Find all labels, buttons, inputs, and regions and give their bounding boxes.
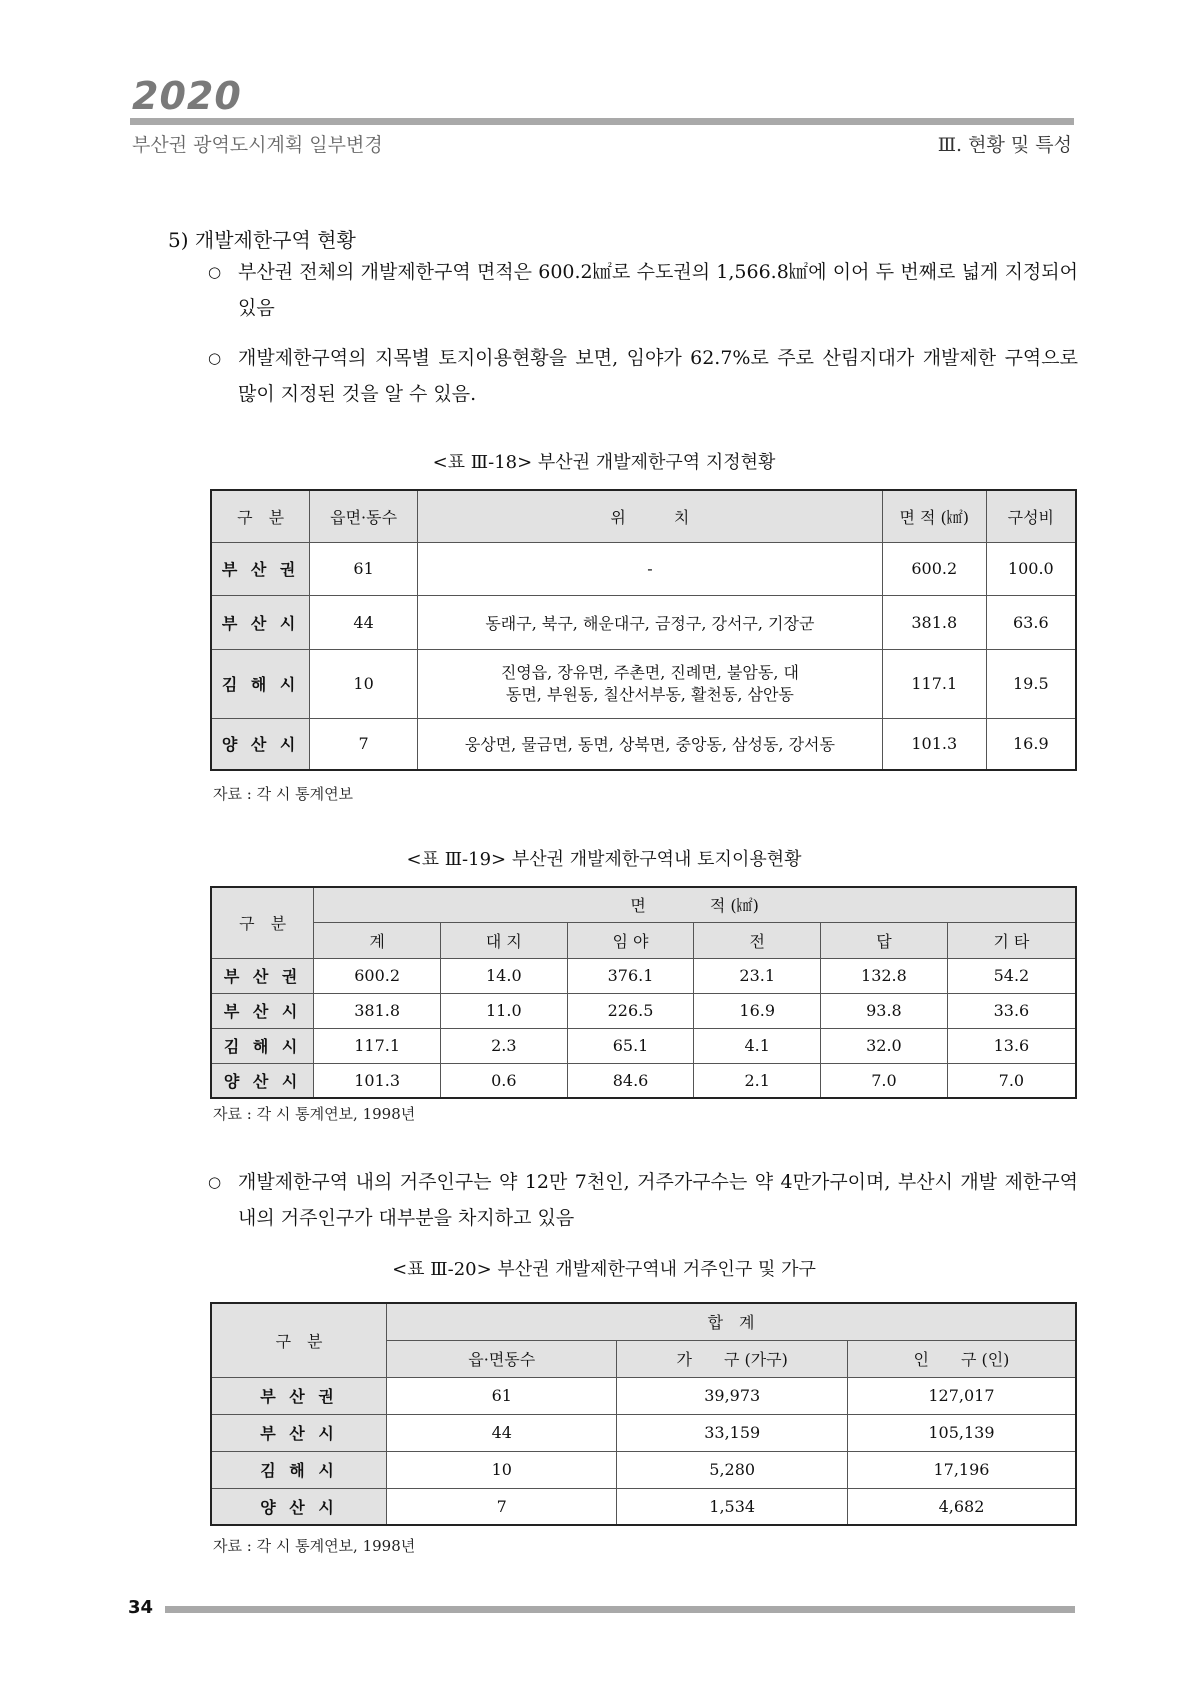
table-cell: 7 — [387, 1488, 617, 1525]
table-cell: 14.0 — [440, 958, 567, 993]
table-cell: 0.6 — [440, 1063, 567, 1098]
designation-table — [210, 489, 1077, 771]
table-cell: 4.1 — [694, 1028, 821, 1063]
row-header: 양 산 시 — [211, 1063, 314, 1098]
table-header-row — [211, 887, 1076, 922]
header-cell: 구성비 — [986, 490, 1076, 542]
table-cell: 웅상면, 물금면, 동면, 상북면, 중앙동, 삼성동, 강서동 — [417, 718, 882, 770]
table-row — [211, 1028, 1076, 1063]
table-cell: 동래구, 북구, 해운대구, 금정구, 강서구, 기장군 — [417, 595, 882, 649]
table-cell: 127,017 — [847, 1377, 1076, 1414]
header-rule — [130, 118, 1074, 125]
row-header: 김 해 시 — [211, 1028, 314, 1063]
table-cell: 132.8 — [821, 958, 948, 993]
table-cell: 1,534 — [617, 1488, 847, 1525]
table-cell: 117.1 — [882, 649, 986, 718]
subheader-cell: 계 — [314, 922, 441, 958]
table-cell: 381.8 — [314, 993, 441, 1028]
table-row — [211, 542, 1076, 595]
table-row — [211, 1451, 1076, 1488]
bullet-text: 개발제한구역 내의 거주인구는 약 12만 7천인, 거주가구수는 약 4만가구이며, 부산시 개발 제한구역 내의 거주인구가 대부분을 차지하고 있음 — [238, 1171, 1078, 1229]
table-cell: 600.2 — [314, 958, 441, 993]
row-header: 김 해 시 — [211, 1451, 387, 1488]
subheader-cell: 대 지 — [440, 922, 567, 958]
table-cell: 65.1 — [567, 1028, 694, 1063]
row-header: 부 산 시 — [211, 1414, 387, 1451]
row-header: 양 산 시 — [211, 1488, 387, 1525]
subheader-cell: 전 — [694, 922, 821, 958]
table-cell: 16.9 — [986, 718, 1076, 770]
table-cell: 진영읍, 장유면, 주촌면, 진례면, 불암동, 대동면, 부원동, 칠산서부동, 활천동, 삼안동 — [417, 649, 882, 718]
table-cell: 54.2 — [947, 958, 1076, 993]
section-title: 5) 개발제한구역 현황 — [168, 228, 356, 252]
bullet-paragraph — [208, 254, 1078, 326]
table-cell: 4,682 — [847, 1488, 1076, 1525]
table-cell: 33,159 — [617, 1414, 847, 1451]
row-header: 김 해 시 — [211, 649, 310, 718]
table-cell: 10 — [387, 1451, 617, 1488]
table-cell: 226.5 — [567, 993, 694, 1028]
bullet-mark: ○ — [208, 1173, 222, 1191]
table-cell: 7 — [310, 718, 418, 770]
table-cell: 61 — [310, 542, 418, 595]
footer-rule — [165, 1606, 1075, 1613]
header-cell: 면 적 (㎢) — [882, 490, 986, 542]
bullet-text: 부산권 전체의 개발제한구역 면적은 600.2㎢로 수도권의 1,566.8㎢에 이어 두 번째로 넓게 지정되어 있음 — [238, 261, 1078, 319]
table-row — [211, 993, 1076, 1028]
table-cell: 33.6 — [947, 993, 1076, 1028]
table-cell: 2.3 — [440, 1028, 567, 1063]
table-cell: 19.5 — [986, 649, 1076, 718]
table-row — [211, 595, 1076, 649]
table-row — [211, 958, 1076, 993]
bullet-mark: ○ — [208, 263, 222, 281]
table-cell: 17,196 — [847, 1451, 1076, 1488]
table-cell: 2.1 — [694, 1063, 821, 1098]
row-header: 부 산 권 — [211, 958, 314, 993]
subheader-cell: 기 타 — [947, 922, 1076, 958]
table-cell: 5,280 — [617, 1451, 847, 1488]
subheader-cell: 인 구 (인) — [847, 1340, 1076, 1377]
header-cell: 읍면·동수 — [310, 490, 418, 542]
table-caption: <표 Ⅲ-20> 부산권 개발제한구역내 거주인구 및 가구 — [392, 1259, 816, 1280]
table-caption: <표 Ⅲ-19> 부산권 개발제한구역내 토지이용현황 — [406, 849, 802, 870]
table-cell: 23.1 — [694, 958, 821, 993]
chapter-title: Ⅲ. 현황 및 특성 — [937, 134, 1072, 156]
table-header-row — [211, 490, 1076, 542]
table-source: 자료 : 각 시 통계연보, 1998년 — [213, 1537, 416, 1555]
population-table — [210, 1302, 1077, 1526]
table-row — [211, 649, 1076, 718]
table-row — [211, 1377, 1076, 1414]
row-header: 부 산 시 — [211, 595, 310, 649]
table-cell: 63.6 — [986, 595, 1076, 649]
table-cell: 93.8 — [821, 993, 948, 1028]
table-cell: 32.0 — [821, 1028, 948, 1063]
bullet-paragraph — [208, 1164, 1078, 1236]
table-source: 자료 : 각 시 통계연보 — [213, 785, 354, 803]
table-cell: 101.3 — [314, 1063, 441, 1098]
land-use-table — [210, 886, 1077, 1099]
row-header: 부 산 권 — [211, 542, 310, 595]
page-number: 34 — [128, 1597, 154, 1618]
table-caption: <표 Ⅲ-18> 부산권 개발제한구역 지정현황 — [432, 452, 776, 473]
header-group-cell: 면 적 (㎢) — [314, 887, 1076, 922]
subheader-cell: 가 구 (가구) — [617, 1340, 847, 1377]
table-cell: 600.2 — [882, 542, 986, 595]
row-header: 부 산 시 — [211, 993, 314, 1028]
table-cell: 16.9 — [694, 993, 821, 1028]
table-cell: 381.8 — [882, 595, 986, 649]
table-row — [211, 1063, 1076, 1098]
table-cell: 101.3 — [882, 718, 986, 770]
header-cell: 구 분 — [211, 1303, 387, 1377]
table-cell: 7.0 — [821, 1063, 948, 1098]
subheader-cell: 임 야 — [567, 922, 694, 958]
table-cell: 84.6 — [567, 1063, 694, 1098]
table-header-row — [211, 1303, 1076, 1340]
table-row — [211, 1414, 1076, 1451]
table-cell: 117.1 — [314, 1028, 441, 1063]
bullet-paragraph — [208, 340, 1078, 412]
table-cell: 105,139 — [847, 1414, 1076, 1451]
table-cell: - — [417, 542, 882, 595]
table-cell: 39,973 — [617, 1377, 847, 1414]
row-header: 부 산 권 — [211, 1377, 387, 1414]
table-cell: 10 — [310, 649, 418, 718]
subheader-cell: 답 — [821, 922, 948, 958]
header-cell: 구 분 — [211, 490, 310, 542]
subheader-cell: 읍·면동수 — [387, 1340, 617, 1377]
table-subheader-row — [211, 922, 1076, 958]
header-group-cell: 합 계 — [387, 1303, 1076, 1340]
bullet-text: 개발제한구역의 지목별 토지이용현황을 보면, 임야가 62.7%로 주로 산림지대가 개발제한 구역으로 많이 지정된 것을 알 수 있음. — [238, 347, 1078, 405]
row-header: 양 산 시 — [211, 718, 310, 770]
table-cell: 13.6 — [947, 1028, 1076, 1063]
table-cell: 11.0 — [440, 993, 567, 1028]
table-row — [211, 1488, 1076, 1525]
table-row — [211, 718, 1076, 770]
table-cell: 44 — [387, 1414, 617, 1451]
bullet-mark: ○ — [208, 349, 222, 367]
table-cell: 7.0 — [947, 1063, 1076, 1098]
table-cell: 100.0 — [986, 542, 1076, 595]
table-cell: 61 — [387, 1377, 617, 1414]
header-cell: 위 치 — [417, 490, 882, 542]
header-cell: 구 분 — [211, 887, 314, 958]
table-source: 자료 : 각 시 통계연보, 1998년 — [213, 1105, 416, 1123]
table-cell: 44 — [310, 595, 418, 649]
document-title: 부산권 광역도시계획 일부변경 — [132, 134, 383, 156]
table-cell: 376.1 — [567, 958, 694, 993]
header-year: 2020 — [132, 74, 242, 118]
